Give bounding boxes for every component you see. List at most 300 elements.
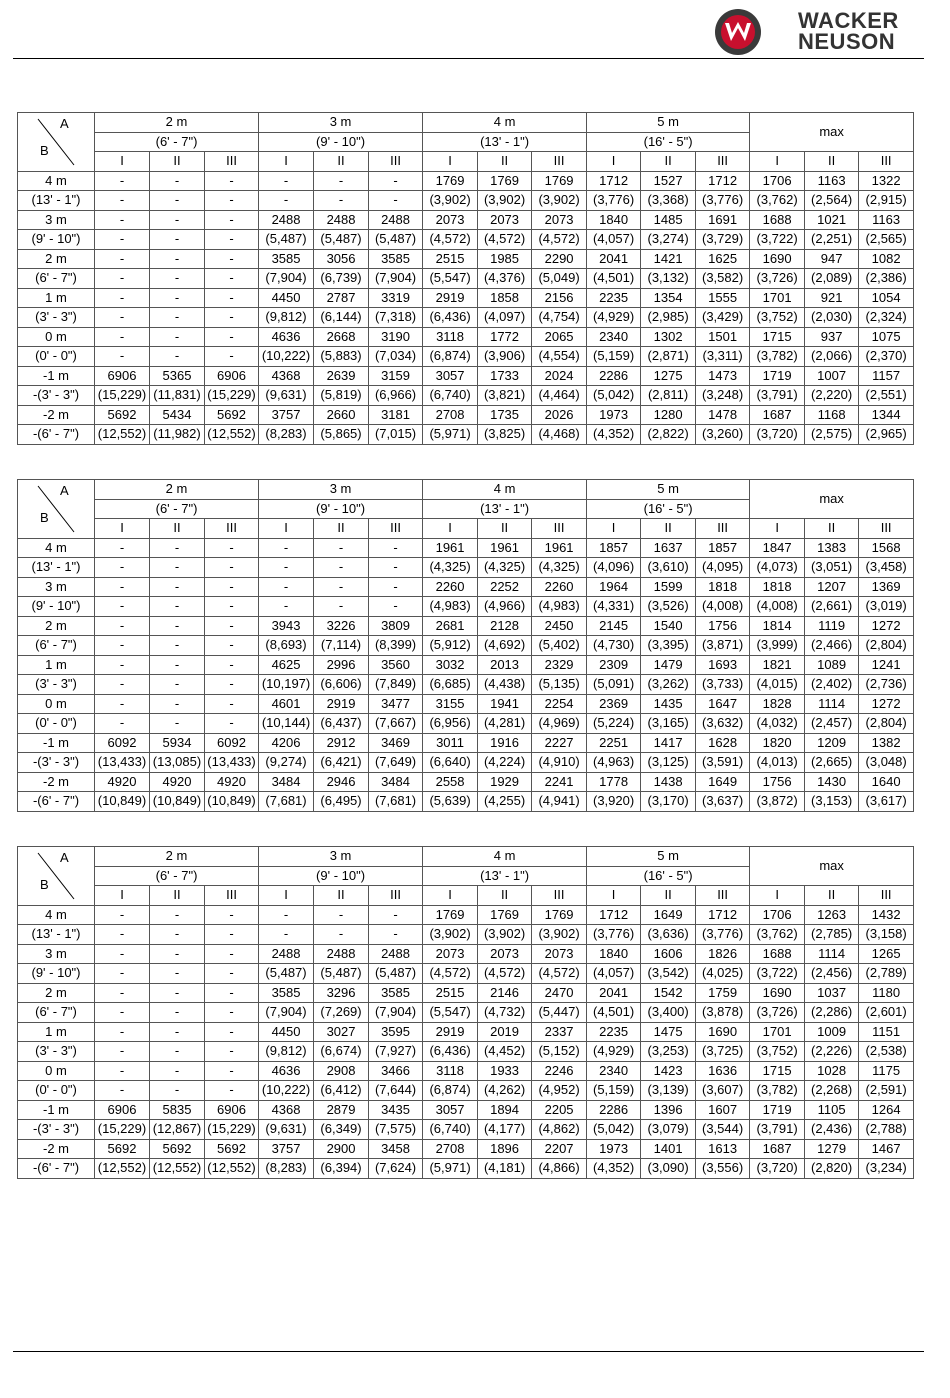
load-value-cell: 1769	[532, 171, 587, 191]
load-value-cell: 2260	[532, 577, 587, 597]
load-value-cell: 1735	[478, 405, 532, 425]
sub-column-header: III	[205, 886, 259, 906]
load-value-cell: (7,904)	[259, 269, 314, 289]
load-value-cell: (3,458)	[859, 558, 914, 578]
load-value-cell: 1769	[478, 171, 532, 191]
load-value-cell: 2369	[587, 694, 641, 714]
load-value-cell: -	[314, 558, 369, 578]
row-height-label: 3 m	[18, 577, 95, 597]
load-value-cell: (7,904)	[369, 269, 423, 289]
load-value-cell: (5,049)	[532, 269, 587, 289]
sub-column-header: II	[314, 886, 369, 906]
load-value-cell: (4,008)	[696, 597, 750, 617]
load-value-cell: (3,729)	[696, 230, 750, 250]
load-value-cell: (3,872)	[750, 792, 805, 812]
sub-column-header: II	[150, 886, 205, 906]
load-value-cell: 1383	[805, 538, 859, 558]
column-group-metric: 5 m	[587, 847, 750, 867]
sub-column-header: I	[750, 152, 805, 172]
load-value-cell: (3,726)	[750, 1003, 805, 1023]
load-value-cell: (8,693)	[259, 636, 314, 656]
load-value-cell: (2,804)	[859, 636, 914, 656]
load-value-cell: -	[95, 944, 150, 964]
load-value-cell: 1636	[696, 1061, 750, 1081]
load-value-cell: 1715	[750, 1061, 805, 1081]
load-value-cell: (3,752)	[750, 308, 805, 328]
corner-label-b: B	[40, 143, 49, 159]
load-value-cell: -	[205, 1042, 259, 1062]
sub-column-header: I	[259, 152, 314, 172]
load-value-cell: 2128	[478, 616, 532, 636]
load-value-cell: (4,255)	[478, 792, 532, 812]
load-value-cell: -	[150, 171, 205, 191]
load-value-cell: -	[95, 1061, 150, 1081]
load-value-cell: (3,260)	[696, 425, 750, 445]
load-value-cell: (3,825)	[478, 425, 532, 445]
load-value-cell: (3,400)	[641, 1003, 696, 1023]
load-value-cell: 2235	[587, 288, 641, 308]
load-value-cell: (4,464)	[532, 386, 587, 406]
load-value-cell: (4,572)	[423, 964, 478, 984]
load-value-cell: -	[95, 1003, 150, 1023]
load-value-cell: 2246	[532, 1061, 587, 1081]
load-value-cell: (3,125)	[641, 753, 696, 773]
load-value-cell: -	[150, 210, 205, 230]
load-value-cell: 3809	[369, 616, 423, 636]
load-value-cell: (4,096)	[587, 558, 641, 578]
column-group-imperial: (6' - 7")	[95, 132, 259, 152]
load-value-cell: (11,982)	[150, 425, 205, 445]
load-value-cell: (5,883)	[314, 347, 369, 367]
load-value-cell: 6906	[205, 1100, 259, 1120]
load-value-cell: -	[205, 1003, 259, 1023]
load-value-cell: 1814	[750, 616, 805, 636]
load-value-cell: (3,902)	[478, 191, 532, 211]
load-value-cell: 1858	[478, 288, 532, 308]
load-value-cell: (3,722)	[750, 964, 805, 984]
load-value-cell: 1467	[859, 1139, 914, 1159]
load-value-cell: 1021	[805, 210, 859, 230]
load-value-cell: 2488	[314, 944, 369, 964]
load-value-cell: (10,144)	[259, 714, 314, 734]
diagonal-line-icon	[18, 847, 95, 904]
load-value-cell: -	[150, 1042, 205, 1062]
load-value-cell: 2290	[532, 249, 587, 269]
sub-column-header: III	[696, 519, 750, 539]
load-value-cell: (3,782)	[750, 347, 805, 367]
load-value-cell: (2,030)	[805, 308, 859, 328]
load-value-cell: (4,452)	[478, 1042, 532, 1062]
load-value-cell: (3,617)	[859, 792, 914, 812]
header-row-metric	[18, 847, 914, 867]
header-row-subcolumns	[18, 519, 914, 539]
row-height-label: -1 m	[18, 1100, 95, 1120]
corner-label-a: A	[60, 116, 69, 132]
load-value-cell: -	[205, 1081, 259, 1101]
load-value-cell: (2,402)	[805, 675, 859, 695]
load-value-cell: 1265	[859, 944, 914, 964]
load-value-cell: 4368	[259, 366, 314, 386]
load-value-cell: 1916	[478, 733, 532, 753]
load-value-cell: -	[369, 597, 423, 617]
load-value-cell: 1687	[750, 405, 805, 425]
load-value-cell: -	[205, 577, 259, 597]
load-value-cell: (7,575)	[369, 1120, 423, 1140]
diagonal-line-icon	[18, 480, 95, 537]
load-value-cell: 2073	[478, 210, 532, 230]
row-height-label: (3' - 3")	[18, 1042, 95, 1062]
load-value-cell: 1756	[750, 772, 805, 792]
load-value-cell: -	[205, 636, 259, 656]
load-value-cell: -	[95, 1081, 150, 1101]
column-group-imperial: (9' - 10")	[259, 866, 423, 886]
load-value-cell: (4,952)	[532, 1081, 587, 1101]
load-value-cell: -	[95, 269, 150, 289]
load-value-cell: 1417	[641, 733, 696, 753]
table-row	[18, 792, 914, 812]
brand-line-1: WACKER	[798, 8, 899, 33]
load-value-cell: 1769	[423, 171, 478, 191]
load-value-cell: (2,665)	[805, 753, 859, 773]
table-row	[18, 675, 914, 695]
column-group-max: max	[750, 847, 914, 886]
load-value-cell: -	[369, 191, 423, 211]
load-value-cell: 2337	[532, 1022, 587, 1042]
load-value-cell: -	[95, 308, 150, 328]
sub-column-header: II	[641, 152, 696, 172]
load-value-cell: (4,325)	[532, 558, 587, 578]
table-row	[18, 425, 914, 445]
brand-line-2: NEUSON	[798, 29, 896, 54]
load-value-cell: 2019	[478, 1022, 532, 1042]
load-value-cell: 3477	[369, 694, 423, 714]
column-group-imperial: (13' - 1")	[423, 499, 587, 519]
load-value-cell: (3,871)	[696, 636, 750, 656]
load-value-cell: 1272	[859, 616, 914, 636]
load-value-cell: (4,325)	[423, 558, 478, 578]
load-value-cell: 6906	[205, 366, 259, 386]
load-value-cell: (12,552)	[95, 1159, 150, 1179]
load-value-cell: (5,135)	[532, 675, 587, 695]
load-value-cell: 2787	[314, 288, 369, 308]
load-value-cell: -	[259, 171, 314, 191]
load-value-cell: -	[150, 636, 205, 656]
load-value-cell: 921	[805, 288, 859, 308]
load-value-cell: (6,349)	[314, 1120, 369, 1140]
corner-label-a: A	[60, 850, 69, 866]
load-value-cell: 1163	[859, 210, 914, 230]
load-value-cell: (4,866)	[532, 1159, 587, 1179]
load-value-cell: (5,487)	[314, 230, 369, 250]
load-value-cell: 3011	[423, 733, 478, 753]
sub-column-header: II	[150, 519, 205, 539]
row-height-label: (3' - 3")	[18, 675, 95, 695]
row-height-label: 2 m	[18, 249, 95, 269]
load-value-cell: -	[95, 230, 150, 250]
load-value-cell: -	[205, 269, 259, 289]
load-value-cell: (6,495)	[314, 792, 369, 812]
load-value-cell: -	[95, 714, 150, 734]
load-value-cell: (4,468)	[532, 425, 587, 445]
load-value-cell: 3466	[369, 1061, 423, 1081]
load-value-cell: (4,352)	[587, 425, 641, 445]
load-value-cell: 1701	[750, 1022, 805, 1042]
load-value-cell: (5,402)	[532, 636, 587, 656]
corner-box	[18, 480, 94, 537]
load-value-cell: (2,220)	[805, 386, 859, 406]
load-value-cell: -	[150, 655, 205, 675]
load-value-cell: (4,224)	[478, 753, 532, 773]
load-value-cell: 1382	[859, 733, 914, 753]
load-value-cell: -	[150, 1061, 205, 1081]
row-height-label: (9' - 10")	[18, 597, 95, 617]
load-value-cell: 1401	[641, 1139, 696, 1159]
row-height-label: 1 m	[18, 655, 95, 675]
load-value-cell: 1688	[750, 210, 805, 230]
column-group-metric: 3 m	[259, 113, 423, 133]
load-value-cell: (5,091)	[587, 675, 641, 695]
load-value-cell: 2026	[532, 405, 587, 425]
load-value-cell: 1151	[859, 1022, 914, 1042]
load-value-cell: -	[95, 925, 150, 945]
load-value-cell: 2309	[587, 655, 641, 675]
load-value-cell: (3,079)	[641, 1120, 696, 1140]
column-group-metric: 2 m	[95, 113, 259, 133]
load-value-cell: (4,929)	[587, 1042, 641, 1062]
load-value-cell: 3118	[423, 327, 478, 347]
load-value-cell: 1706	[750, 171, 805, 191]
load-value-cell: (3,762)	[750, 191, 805, 211]
load-value-cell: (2,785)	[805, 925, 859, 945]
sub-column-header: II	[805, 519, 859, 539]
load-value-cell: -	[150, 694, 205, 714]
load-value-cell: (6,685)	[423, 675, 478, 695]
load-value-cell: (13,085)	[150, 753, 205, 773]
row-height-label: 3 m	[18, 210, 95, 230]
load-value-cell: 1847	[750, 538, 805, 558]
corner-cell	[18, 113, 95, 172]
column-group-imperial: (13' - 1")	[423, 866, 587, 886]
load-value-cell: 2919	[423, 288, 478, 308]
load-value-cell: 1322	[859, 171, 914, 191]
load-value-cell: -	[259, 577, 314, 597]
load-value-cell: -	[205, 558, 259, 578]
load-value-cell: (15,229)	[95, 386, 150, 406]
load-value-cell: 1180	[859, 983, 914, 1003]
load-value-cell: -	[259, 905, 314, 925]
table-row	[18, 944, 914, 964]
load-value-cell: 2639	[314, 366, 369, 386]
load-value-cell: (2,565)	[859, 230, 914, 250]
load-value-cell: (3,610)	[641, 558, 696, 578]
load-value-cell: (2,066)	[805, 347, 859, 367]
load-value-cell: 2681	[423, 616, 478, 636]
load-value-cell: (5,487)	[259, 964, 314, 984]
load-value-cell: 1701	[750, 288, 805, 308]
row-height-label: (6' - 7")	[18, 636, 95, 656]
load-value-cell: (7,034)	[369, 347, 423, 367]
load-value-cell: (2,386)	[859, 269, 914, 289]
corner-label-b: B	[40, 510, 49, 526]
load-value-cell: 1985	[478, 249, 532, 269]
sub-column-header: III	[369, 886, 423, 906]
load-value-cell: 1438	[641, 772, 696, 792]
load-value-cell: -	[150, 538, 205, 558]
load-value-cell: (7,644)	[369, 1081, 423, 1101]
load-value-cell: -	[95, 905, 150, 925]
load-value-cell: (5,487)	[259, 230, 314, 250]
load-value-cell: (10,222)	[259, 1081, 314, 1101]
load-value-cell: -	[205, 171, 259, 191]
load-value-cell: -	[150, 327, 205, 347]
load-value-cell: (2,456)	[805, 964, 859, 984]
table-row	[18, 964, 914, 984]
load-value-cell: 2488	[314, 210, 369, 230]
column-group-imperial: (6' - 7")	[95, 866, 259, 886]
table-row	[18, 191, 914, 211]
load-value-cell: (5,447)	[532, 1003, 587, 1023]
sub-column-header: III	[696, 152, 750, 172]
load-value-cell: (4,966)	[478, 597, 532, 617]
sub-column-header: III	[205, 152, 259, 172]
load-value-cell: (7,269)	[314, 1003, 369, 1023]
load-value-cell: 1840	[587, 210, 641, 230]
load-value-cell: 3757	[259, 405, 314, 425]
load-value-cell: (7,318)	[369, 308, 423, 328]
sub-column-header: I	[587, 152, 641, 172]
load-value-cell: (5,971)	[423, 425, 478, 445]
load-value-cell: (3,776)	[587, 191, 641, 211]
load-value-cell: 2241	[532, 772, 587, 792]
column-group-imperial: (13' - 1")	[423, 132, 587, 152]
load-value-cell: 2515	[423, 983, 478, 1003]
row-height-label: (3' - 3")	[18, 308, 95, 328]
load-value-cell: 2235	[587, 1022, 641, 1042]
load-value-cell: (7,681)	[369, 792, 423, 812]
load-value-cell: -	[314, 191, 369, 211]
load-value-cell: 1114	[805, 944, 859, 964]
load-value-cell: -	[150, 1022, 205, 1042]
load-value-cell: -	[205, 905, 259, 925]
table-row	[18, 386, 914, 406]
load-value-cell: (3,776)	[696, 925, 750, 945]
table-row	[18, 577, 914, 597]
load-value-cell: -	[150, 1081, 205, 1101]
load-value-cell: (4,754)	[532, 308, 587, 328]
load-value-cell: 2919	[314, 694, 369, 714]
load-table-3	[17, 846, 914, 1179]
load-value-cell: 1396	[641, 1100, 696, 1120]
header-row-metric	[18, 480, 914, 500]
load-value-cell: (10,849)	[95, 792, 150, 812]
load-value-cell: (7,649)	[369, 753, 423, 773]
sub-column-header: III	[205, 519, 259, 539]
load-value-cell: (3,902)	[423, 191, 478, 211]
load-value-cell: -	[95, 210, 150, 230]
load-value-cell: -	[150, 1003, 205, 1023]
load-value-cell: (3,791)	[750, 1120, 805, 1140]
load-value-cell: -	[205, 983, 259, 1003]
load-value-cell: -	[150, 925, 205, 945]
corner-label-a: A	[60, 483, 69, 499]
load-value-cell: (3,902)	[532, 925, 587, 945]
table-row	[18, 1139, 914, 1159]
row-height-label: -1 m	[18, 733, 95, 753]
load-value-cell: 1430	[805, 772, 859, 792]
load-value-cell: -	[150, 944, 205, 964]
load-value-cell: -	[205, 675, 259, 695]
row-height-label: (13' - 1")	[18, 925, 95, 945]
load-value-cell: (6,436)	[423, 1042, 478, 1062]
column-group-imperial: (16' - 5")	[587, 132, 750, 152]
row-height-label: (0' - 0")	[18, 1081, 95, 1101]
load-value-cell: 2488	[259, 210, 314, 230]
load-value-cell: 947	[805, 249, 859, 269]
load-value-cell: 1961	[532, 538, 587, 558]
load-value-cell: 1475	[641, 1022, 696, 1042]
table-row	[18, 1100, 914, 1120]
load-value-cell: 1007	[805, 366, 859, 386]
load-value-cell: -	[150, 288, 205, 308]
table-row	[18, 327, 914, 347]
load-value-cell: 6092	[205, 733, 259, 753]
load-value-cell: 2286	[587, 366, 641, 386]
load-value-cell: (5,819)	[314, 386, 369, 406]
sub-column-header: I	[95, 152, 150, 172]
load-value-cell: (9,812)	[259, 1042, 314, 1062]
load-value-cell: (3,720)	[750, 1159, 805, 1179]
load-value-cell: 4920	[205, 772, 259, 792]
load-value-cell: -	[205, 288, 259, 308]
header-row-subcolumns	[18, 152, 914, 172]
sub-column-header: I	[587, 519, 641, 539]
load-value-cell: 1961	[423, 538, 478, 558]
load-value-cell: -	[150, 347, 205, 367]
sub-column-header: III	[369, 152, 423, 172]
row-height-label: -(3' - 3")	[18, 386, 95, 406]
load-value-cell: 1857	[587, 538, 641, 558]
load-value-cell: -	[150, 597, 205, 617]
load-value-cell: 3484	[259, 772, 314, 792]
load-value-cell: (2,915)	[859, 191, 914, 211]
load-value-cell: (5,487)	[369, 230, 423, 250]
load-value-cell: 3296	[314, 983, 369, 1003]
load-value-cell: (4,572)	[532, 964, 587, 984]
load-value-cell: 4368	[259, 1100, 314, 1120]
load-value-cell: 6092	[95, 733, 150, 753]
sub-column-header: III	[859, 152, 914, 172]
sub-column-header: III	[532, 886, 587, 906]
load-value-cell: (2,251)	[805, 230, 859, 250]
row-height-label: -2 m	[18, 405, 95, 425]
load-value-cell: (4,941)	[532, 792, 587, 812]
load-value-cell: 3585	[369, 249, 423, 269]
load-value-cell: (4,181)	[478, 1159, 532, 1179]
load-value-cell: -	[95, 558, 150, 578]
load-value-cell: (6,436)	[423, 308, 478, 328]
row-height-label: 3 m	[18, 944, 95, 964]
load-value-cell: (7,904)	[259, 1003, 314, 1023]
load-value-cell: (2,457)	[805, 714, 859, 734]
load-value-cell: 6906	[95, 1100, 150, 1120]
load-value-cell: 5692	[205, 1139, 259, 1159]
row-height-label: (13' - 1")	[18, 191, 95, 211]
column-group-imperial: (16' - 5")	[587, 866, 750, 886]
load-value-cell: 1114	[805, 694, 859, 714]
load-value-cell: -	[95, 171, 150, 191]
sub-column-header: II	[478, 519, 532, 539]
load-value-cell: 1540	[641, 616, 696, 636]
